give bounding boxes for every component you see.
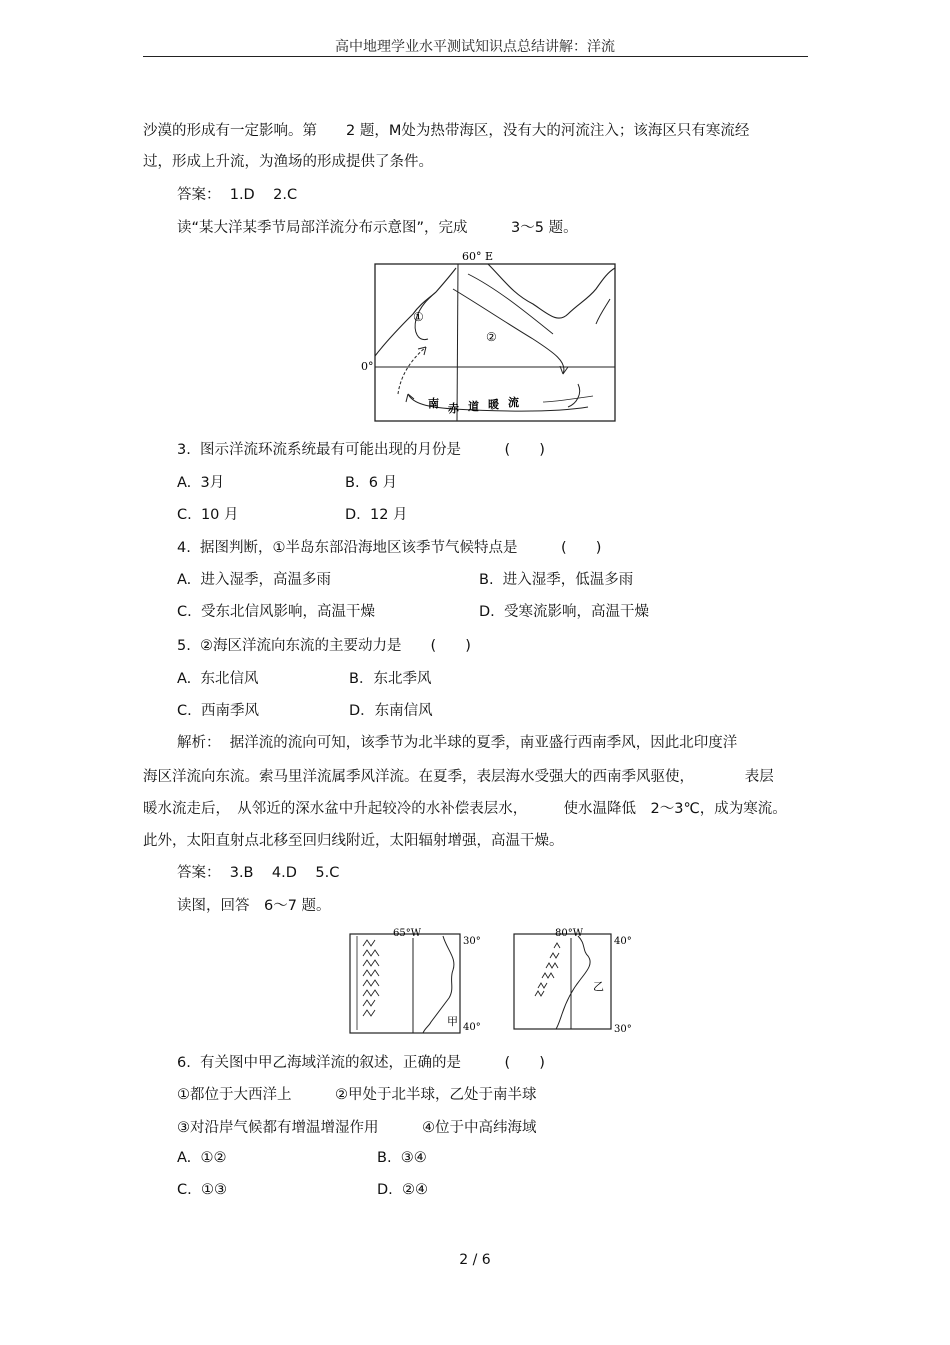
current-label-char: 暖 <box>488 398 499 411</box>
page-number: 2 / 6 <box>459 1252 491 1268</box>
header-rule <box>143 56 808 57</box>
region-2-label: ② <box>486 330 497 344</box>
current-label-char: 赤 <box>448 402 459 415</box>
latitude-label: 40° <box>463 1022 481 1033</box>
analysis-line: 解析： 据洋流的流向可知，该季节为北半球的夏季，南亚盛行西南季风，因此北印度洋 <box>177 735 738 751</box>
option-b: B. ③④ <box>377 1150 427 1166</box>
option-d: D. 受寒流影响，高温干燥 <box>479 604 649 620</box>
ocean-current-map <box>358 244 620 426</box>
analysis-line: 海区洋流向东流。索马里洋流属季风洋流。在夏季，表层海水受强大的西南季风驱使， 表层 <box>143 769 774 785</box>
option-c: C. ①③ <box>177 1182 227 1198</box>
paragraph-line: 沙漠的形成有一定影响。第 2 题，M处为热带海区，没有大的河流注入；该海区只有寒流经 <box>143 123 750 139</box>
option-a: A. 3月 <box>177 475 225 491</box>
question-5-stem: 5. ②海区洋流向东流的主要动力是 ( ) <box>177 638 471 654</box>
longitude-label: 65°W <box>393 928 422 939</box>
question-3-stem: 3. 图示洋流环流系统最有可能出现的月份是 ( ) <box>177 442 545 458</box>
current-label-char: 道 <box>468 400 479 413</box>
latitude-label: 40° <box>614 936 632 947</box>
current-label-char: 流 <box>508 396 519 409</box>
latitude-label: 0° <box>361 360 374 373</box>
label-jia: 甲 <box>447 1015 458 1028</box>
analysis-line: 暖水流走后， 从邻近的深水盆中升起较冷的水补偿表层水， 使水温降低 2～3℃，成为寒流。 <box>143 801 787 817</box>
statement-line: ③对沿岸气候都有增温增湿作用 ④位于中高纬海域 <box>177 1120 537 1136</box>
label-yi: 乙 <box>593 980 604 993</box>
statement-line: ①都位于大西洋上 ②甲处于北半球，乙处于南半球 <box>177 1087 537 1103</box>
paragraph-line: 过，形成上升流，为渔场的形成提供了条件。 <box>143 154 433 170</box>
option-b: B．东北季风 <box>349 671 432 687</box>
page-header-title: 高中地理学业水平测试知识点总结讲解：洋流 <box>335 39 615 55</box>
longitude-label: 80°W <box>555 928 584 939</box>
option-c: C. 西南季风 <box>177 703 259 719</box>
question-intro: 读图，回答 6～7 题。 <box>177 898 331 914</box>
option-a: A. ①② <box>177 1150 227 1166</box>
option-c: C. 10 月 <box>177 507 239 523</box>
option-b: B. 进入湿季，低温多雨 <box>479 572 634 588</box>
option-d: D．东南信风 <box>349 703 433 719</box>
current-label-char: 南 <box>428 397 439 410</box>
latitude-label: 30° <box>463 936 481 947</box>
question-4-stem: 4. 据图判断，①半岛东部沿海地区该季节气候特点是 ( ) <box>177 540 602 556</box>
analysis-line: 此外，太阳直射点北移至回归线附近，太阳辐射增强，高温干燥。 <box>143 833 564 849</box>
option-d: D. ②④ <box>377 1182 428 1198</box>
answer-line: 答案： 1.D 2.C <box>177 187 298 203</box>
answer-line: 答案： 3.B 4.D 5.C <box>177 865 340 881</box>
option-d: D. 12 月 <box>345 507 408 523</box>
coastal-map-right <box>508 922 650 1037</box>
option-c: C. 受东北信风影响，高温干燥 <box>177 604 375 620</box>
region-1-label: ① <box>413 310 424 324</box>
coastal-map-left <box>345 922 487 1037</box>
question-6-stem: 6. 有关图中甲乙海域洋流的叙述，正确的是 ( ) <box>177 1055 545 1071</box>
longitude-label: 60° E <box>462 250 494 263</box>
question-intro: 读“某大洋某季节局部洋流分布示意图”，完成 3～5 题。 <box>177 220 578 236</box>
option-a: A. 进入湿季，高温多雨 <box>177 572 331 588</box>
option-a: A. 东北信风 <box>177 671 259 687</box>
option-b: B. 6 月 <box>345 475 398 491</box>
latitude-label: 30° <box>614 1024 632 1035</box>
